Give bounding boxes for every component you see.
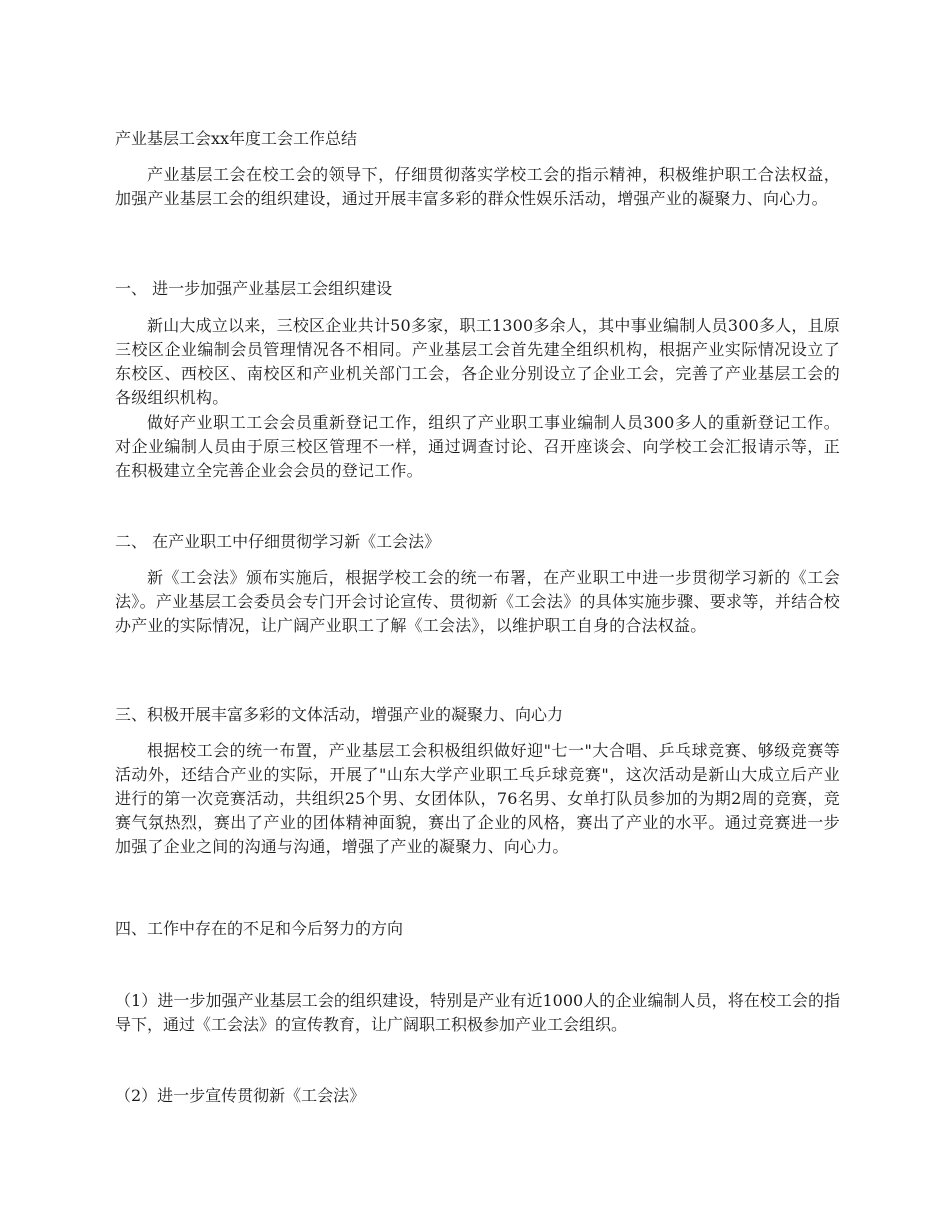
- section-3-heading: 三、积极开展丰富多彩的文体活动，增强产业的凝聚力、向心力: [115, 705, 564, 724]
- section-2-heading: 二、 在产业职工中仔细贯彻学习新《工会法》: [115, 532, 441, 551]
- section-3-paragraph-1: 根据校工会的统一布置，产业基层工会积极组织做好迎"七一"大合唱、乒乓球竞赛、够级竞赛等活动外，还结合产业的实际，开展了"山东大学产业职工乓乒球竞赛"，这次活动是新山大成立后产业进行的第一次竞赛活动，共组织25个男、女团体队，76名男、女单打队员参加的为期2周的竞赛，竞赛气氛热烈，赛出了产业的团体精神面貌，赛出了企业的风格，赛出了产业的水平。通过竞赛进一步加强了企业之间的沟通与沟通，增强了产业的凝聚力、向心力。: [115, 741, 840, 856]
- section-1-heading: 一、 进一步加强产业基层工会组织建设: [115, 279, 393, 298]
- section-4-item-1: （1）进一步加强产业基层工会的组织建设，特别是产业有近1000人的企业编制人员，将在校工会的指导下，通过《工会法》的宣传教育，让广阔职工积极参加产业工会组织。: [115, 991, 840, 1034]
- section-4-item-2: （2）进一步宣传贯彻新《工会法》: [115, 1086, 366, 1105]
- section-4-heading: 四、工作中存在的不足和今后努力的方向: [115, 919, 404, 938]
- document-title: 产业基层工会xx年度工会工作总结: [115, 129, 358, 148]
- section-1-paragraph-2: 做好产业职工工会会员重新登记工作，组织了产业职工事业编制人员300多人的重新登记工作。对企业编制人员由于原三校区管理不一样，通过调查讨论、召开座谈会、向学校工会汇报请示等，正在积极建立全完善企业会会员的登记工作。: [115, 413, 840, 480]
- section-2-paragraph-1: 新《工会法》颁布实施后，根据学校工会的统一布署，在产业职工中进一步贯彻学习新的《工会法》。产业基层工会委员会专门开会讨论宣传、贯彻新《工会法》的具体实施步骤、要求等，并结合校办产业的实际情况，让广阔产业职工了解《工会法》，以维护职工自身的合法权益。: [115, 568, 840, 635]
- intro-paragraph: 产业基层工会在校工会的领导下，仔细贯彻落实学校工会的指示精神，积极维护职工合法权益，加强产业基层工会的组织建设，通过开展丰富多彩的群众性娱乐活动，增强产业的凝聚力、向心力。: [115, 165, 840, 208]
- section-1-paragraph-1: 新山大成立以来，三校区企业共计50多家，职工1300多余人，其中事业编制人员300多人，且原三校区企业编制会员管理情况各不相同。产业基层工会首先建全组织机构，根据产业实际情况设立了东校区、西校区、南校区和产业机关部门工会，各企业分别设立了企业工会，完善了产业基层工会的各级组织机构。: [115, 316, 840, 407]
